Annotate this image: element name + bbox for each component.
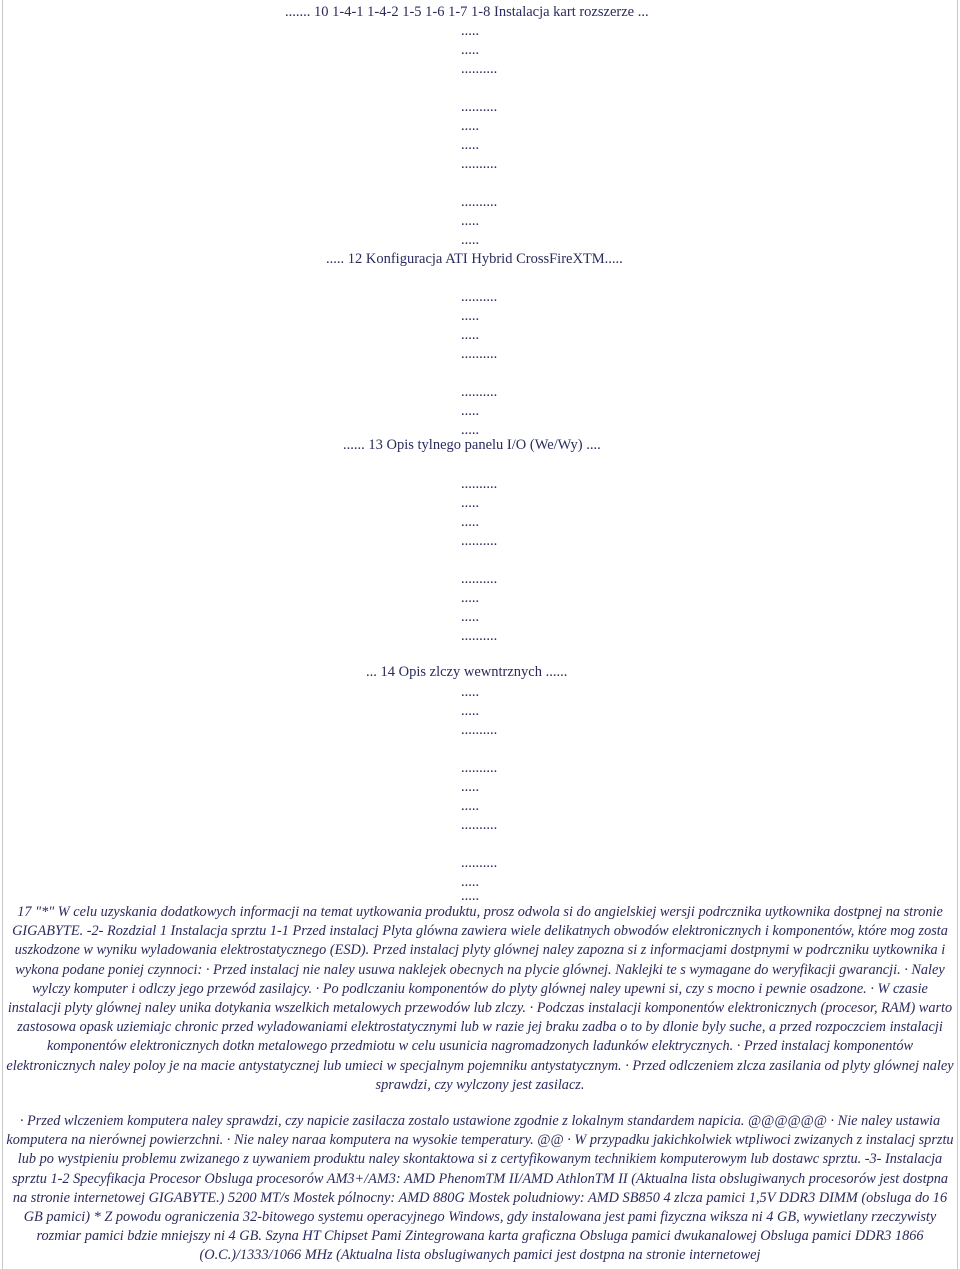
toc-line: ..... <box>461 684 480 700</box>
toc-line: .......... <box>461 855 498 871</box>
toc-line: .......... <box>461 61 498 77</box>
toc-line: ..... <box>461 42 480 58</box>
toc-line: ..... <box>461 422 480 438</box>
toc-line: .......... <box>461 476 498 492</box>
toc-line: .......... <box>461 722 498 738</box>
toc-line: .......... <box>461 817 498 833</box>
toc-line: ..... <box>461 327 480 343</box>
toc-line: .......... <box>461 156 498 172</box>
toc-line: ..... <box>461 308 480 324</box>
toc-line: ..... <box>461 213 480 229</box>
toc-line: .......... <box>461 346 498 362</box>
toc-line: ..... 12 Konfiguracja ATI Hybrid CrossFireXTM..... <box>326 251 623 267</box>
toc-line: .......... <box>461 194 498 210</box>
page-border-left <box>2 0 3 1269</box>
toc-line: ..... <box>461 403 480 419</box>
toc-line: ..... <box>461 590 480 606</box>
toc-line: .......... <box>461 289 498 305</box>
toc-line: ..... <box>461 232 480 248</box>
toc-line: .......... <box>461 571 498 587</box>
document-body <box>6 903 954 1266</box>
toc-line: ..... <box>461 23 480 39</box>
toc-line: ..... <box>461 118 480 134</box>
paragraph-specifications: · Przed wlczeniem komputera naley sprawdzi, czy napicie zasilacza zostalo ustawione zgodnie z lokalnym standardem napicia. @@@@@@ · Nie naley ustawia komputera na nierównej powierzchni. · Nie naley naraa komputera na wysokie temperatury. @@ · W przypadku jakichkolwiek wtpliwoci zwizanych z instalacj sprztu lub po wystpieniu problemu zwizanego z uywaniem produktu naley skontaktowa si z certyfikowanym technikiem komputerowym lub dostawc sprztu. -3- Instalacja sprztu 1-2 Specyfikacja Procesor Obsluga procesorów AM3+/AM3: AMD PhenomTM II/AMD AthlonTM II (Aktualna lista obslugiwanych procesorów jest dostpna na stronie internetowej GIGABYTE.) 5200 MT/s Mostek pólnocny: AMD 880G Mostek poludniowy: AMD SB850 4 zlcza pamici 1,5V DDR3 DIMM (obsluga do 16 GB pamici) * Z powodu ograniczenia 32-bitowego systemu operacyjnego Windows, gdy instalowana jest pami fizyczna wiksza ni 4 GB, wywietlany rzeczywisty rozmiar pamici bdzie mniejszy ni 4 GB. Szyna HT Chipset Pami Zintegrowana karta graficzna Obsluga pamici dwukanalowej Obsluga pamici DDR3 1866 (O.C.)/1333/1066 MHz (Aktualna lista obslugiwanych pamici jest dostpna na stronie internetowej <box>6 1113 954 1264</box>
toc-line: ...... 13 Opis tylnego panelu I/O (We/Wy) .... <box>343 437 601 453</box>
toc-line: ... 14 Opis zlczy wewntrznych ...... <box>366 664 568 680</box>
toc-line: ..... <box>461 874 480 890</box>
toc-line: .......... <box>461 384 498 400</box>
toc-line: ..... <box>461 798 480 814</box>
toc-line: ..... <box>461 888 480 904</box>
toc-line: ..... <box>461 495 480 511</box>
page-border-right <box>957 0 958 1269</box>
toc-line: ....... 10 1-4-1 1-4-2 1-5 1-6 1-7 1-8 Instalacja kart rozszerze ... <box>285 4 649 20</box>
paragraph-safety-instructions: 17 "*" W celu uzyskania dodatkowych informacji na temat uytkowania produktu, prosz odwola si do angielskiej wersji podrcznika uytkownika dostpnej na stronie GIGABYTE. -2- Rozdzial 1 Instalacja sprztu 1-1 Przed instalacj Plyta glówna zawiera wiele delikatnych obwodów elektronicznych i komponentów, które mog zosta uszkodzone w wyniku wyladowania elektrostatycznego (ESD). Przed instalacj plyty glównej naley zapozna si z informacjami dostpnymi w podrczniku uytkownika i wykona podane poniej czynnoci: · Przed instalacj nie naley usuwa naklejek obecnych na plycie glównej. Naklejki te s wymagane do weryfikacji gwarancji. · Naley wylczy komputer i odlczy jego przewód zasilajcy. · Po podlczaniu komponentów do plyty glównej naley upewni si, czy s mocno i pewnie osadzone. · W czasie instalacji plyty glównej naley unika dotykania wszelkich metalowych przewodów lub zlczy. · Podczas instalacji komponentów elektronicznych (procesor, RAM) warto zastosowa opask uziemiajc chronic przed wyladowaniami elektrostatycznymi lub w razie jej braku zadba o to by dlonie byly suche, a przed rozpoczciem instalacji komponentów elektronicznych dotkn metalowego przedmiotu w celu usunicia nagromadzonych ladunków elektrycznych. · Przed instalacj komponentów elektronicznych naley poloy je na macie antystatycznej lub umieci w specjalnym pojemniku antystatycznym. · Przed odlczeniem zlcza zasilania od plyty glównej naley sprawdzi, czy wylczony jest zasilacz. <box>6 904 954 1093</box>
toc-line: ..... <box>461 137 480 153</box>
toc-line: .......... <box>461 760 498 776</box>
toc-line: .......... <box>461 628 498 644</box>
toc-line: ..... <box>461 779 480 795</box>
toc-line: ..... <box>461 609 480 625</box>
toc-line: .......... <box>461 533 498 549</box>
toc-line: ..... <box>461 703 480 719</box>
toc-line: ..... <box>461 514 480 530</box>
toc-line: .......... <box>461 99 498 115</box>
